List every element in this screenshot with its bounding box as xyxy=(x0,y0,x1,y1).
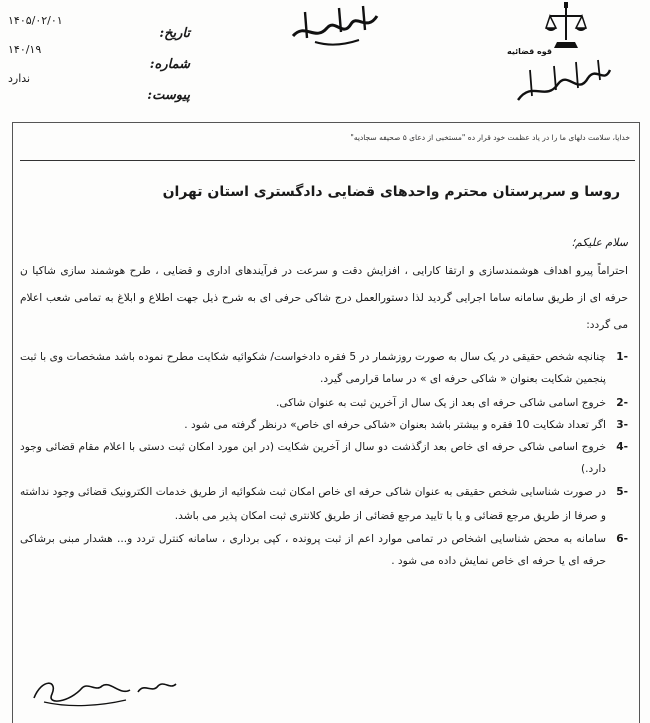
signature xyxy=(30,672,180,710)
list-item: -5 در صورت شناسایی شخص حقیقی به عنوان شاکی حرفه ای خاص امکان ثبت شکوائیه از طریق خدمات الکترونیک قضائی وجود نداشته و صرفا از طریق مرجع قضائی و یا با تایید مرجع قضائی از طریق کلانتری ثبت امکان پذیر می باشد. xyxy=(20,486,628,522)
date-label: تاریخ: xyxy=(159,26,190,41)
court-name-calligraphy xyxy=(506,40,612,110)
attachment-label: پیوست: xyxy=(147,88,190,103)
number-value: ۱۴۰/۱۹ xyxy=(8,43,42,56)
divider xyxy=(20,160,635,161)
date-value: ۱۴۰۵/۰۲/۰۱ xyxy=(8,14,63,27)
basmala-text: بسمه تعالی xyxy=(335,26,340,27)
court-text: دادگستری کل استان تهران xyxy=(514,108,526,109)
list-item: -2 خروج اسامی شاکی حرفه ای بعد از یک سال از آخرین ثبت به عنوان شاکی. xyxy=(276,397,628,409)
signature-text: سید مجتبی xyxy=(31,709,36,710)
list-item: -6 سامانه به محض شناسایی اشخاص در تمامی موارد اعم از ثبت پرونده ، کپی برداری ، سامانه کنترل تردد و... هشدار مبنی برشاکی حرفه ای یا حرفه ای خاص نمایش داده می شود . xyxy=(20,533,628,567)
instruction-list xyxy=(20,346,628,572)
list-item: -3 اگر تعداد شکایت 10 فقره و بیشتر باشد بعنوان «شاکی حرفه ای خاص» درنظر گرفته می شود . xyxy=(184,419,628,431)
basmala-calligraphy xyxy=(285,2,385,46)
number-label: شماره: xyxy=(149,57,190,72)
attachment-value: ندارد xyxy=(8,72,31,85)
intro-paragraph: احتراماً پیرو اهداف هوشمندسازی و ارتقا کارایی ، افزایش دقت و سرعت در فرآیندهای اداری و قضایی ، طرح هوشمند سازی شاکیا ن حرفه ای از طریق سامانه ساما اجرایی گردید لذا دستورالعمل درج شاکی حرفی ای به شرح ذیل جهت اطلاع و ابلاغ به تمامی شعب اعلام می گردد: xyxy=(20,265,628,331)
letter-addressee: روسا و سرپرستان محترم واحدهای قضایی دادگستری استان تهران xyxy=(162,184,620,200)
header-meta xyxy=(8,6,68,93)
list-item: -4 خروج اسامی شاکی حرفه ای خاص بعد ازگذشت دو سال از آخرین شکایت (در این مورد امکان ثبت دستی با اعلام مقام قضائی وجود دارد.) xyxy=(20,441,628,475)
header-labels xyxy=(130,18,190,111)
greeting: سلام علیکم؛ xyxy=(571,236,628,249)
prayer-verse: خدایا، سلامت دلهای ما را در یاد عظمت خود قرار ده "مستخبی از دعای ۵ صحیفه سجادیه" xyxy=(350,133,630,142)
list-item: -1 چنانچه شخص حقیقی در یک سال به صورت روزشمار در 5 فقره دادخواست/ شکوائیه شکایت مطرح نموده باشد مشخصات وی با ثبت پنجمین شکایت بعنوان « شاکی حرفه ای » در ساما قرارمی گیرد. xyxy=(20,351,628,385)
judiciary-text: قوه قضائیه xyxy=(506,47,552,56)
